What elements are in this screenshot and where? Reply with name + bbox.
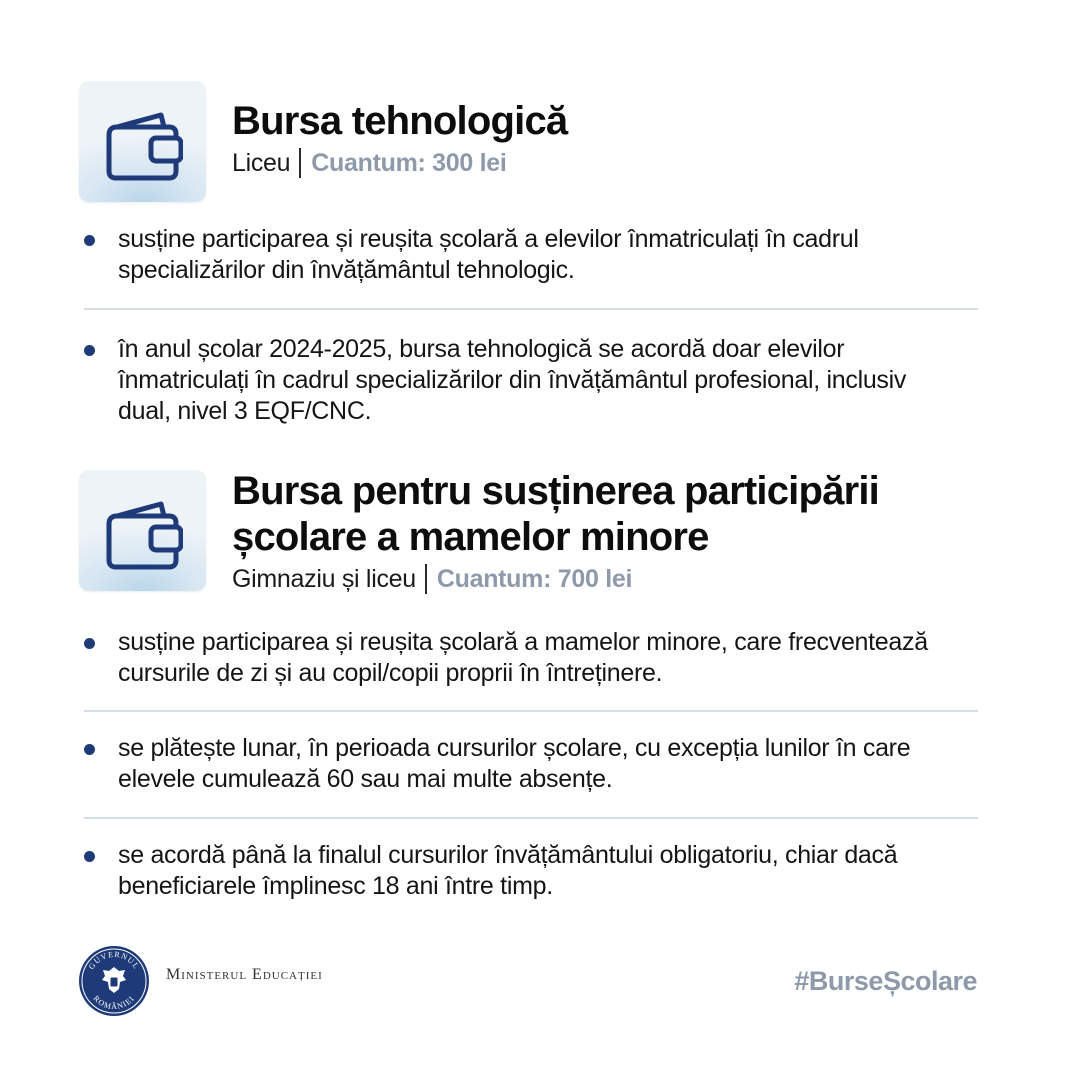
bullet-text: susține participarea și reușita școlară a elevilor înmatriculați în cadrul specializărilor din învățământul tehnologic. bbox=[118, 225, 859, 284]
section1-header bbox=[79, 81, 567, 202]
section1-bullet-1 bbox=[84, 224, 964, 286]
section2-header bbox=[79, 470, 879, 594]
section2-bullet-1 bbox=[84, 627, 964, 689]
bullet-text: în anul școlar 2024-2025, bursa tehnologică se acordă doar elevilor înmatriculați în cadrul specializărilor din învățământul profesional, inclusiv dual, nivel 3 EQF/CNC. bbox=[118, 335, 907, 425]
section2-header-text bbox=[232, 470, 879, 594]
section2-separator bbox=[425, 564, 427, 594]
hashtag: #BurseȘcolare bbox=[794, 966, 977, 996]
bullet-dot bbox=[84, 638, 95, 649]
section1-level: Liceu bbox=[232, 149, 291, 177]
section2-level: Gimnaziu și liceu bbox=[232, 565, 416, 593]
section2-amount: Cuantum: 700 lei bbox=[436, 565, 633, 593]
divider bbox=[84, 308, 978, 310]
section1-separator bbox=[299, 148, 301, 178]
section2-icon-tile bbox=[79, 470, 206, 591]
wallet-icon bbox=[103, 101, 183, 181]
section1-amount: Cuantum: 300 lei bbox=[311, 149, 507, 177]
wallet-icon bbox=[103, 490, 183, 570]
section1-bullet-2 bbox=[84, 334, 964, 427]
section2-bullet-3 bbox=[84, 840, 964, 902]
bullet-dot bbox=[84, 851, 95, 862]
section2-title-line2: școlare a mamelor minore bbox=[232, 515, 709, 559]
section2-title-line1: Bursa pentru susținerea participării bbox=[232, 469, 879, 513]
bullet-text: se acordă până la finalul cursurilor învățământului obligatoriu, chiar dacă beneficiarele împlinesc 18 ani între timp. bbox=[118, 841, 898, 900]
divider bbox=[84, 817, 978, 819]
section2-title bbox=[232, 468, 879, 560]
section2-bullet-2 bbox=[84, 733, 964, 795]
section2-meta bbox=[232, 564, 879, 594]
seal-text-bottom: ROMÂNIEI bbox=[91, 993, 137, 1012]
government-seal-icon bbox=[78, 945, 150, 1022]
bullet-text: se plătește lunar, în perioada cursurilor școlare, cu excepția lunilor în care elevele cumulează 60 sau mai multe absențe. bbox=[118, 734, 911, 793]
section1-title: Bursa tehnologică bbox=[232, 99, 568, 143]
bullet-dot bbox=[84, 345, 95, 356]
section1-icon-tile bbox=[79, 81, 206, 202]
section1-meta bbox=[232, 148, 567, 178]
ministry-name: Ministerul Educației bbox=[166, 966, 323, 983]
section1-header-text bbox=[232, 81, 567, 178]
bullet-dot bbox=[84, 235, 95, 246]
seal-text-top: GUVERNUL bbox=[86, 949, 142, 971]
bullet-text: susține participarea și reușita școlară a mamelor minore, care frecventează cursurile de zi și au copil/copii proprii în întreținere. bbox=[118, 628, 928, 687]
divider bbox=[84, 710, 978, 712]
bullet-dot bbox=[84, 744, 95, 755]
